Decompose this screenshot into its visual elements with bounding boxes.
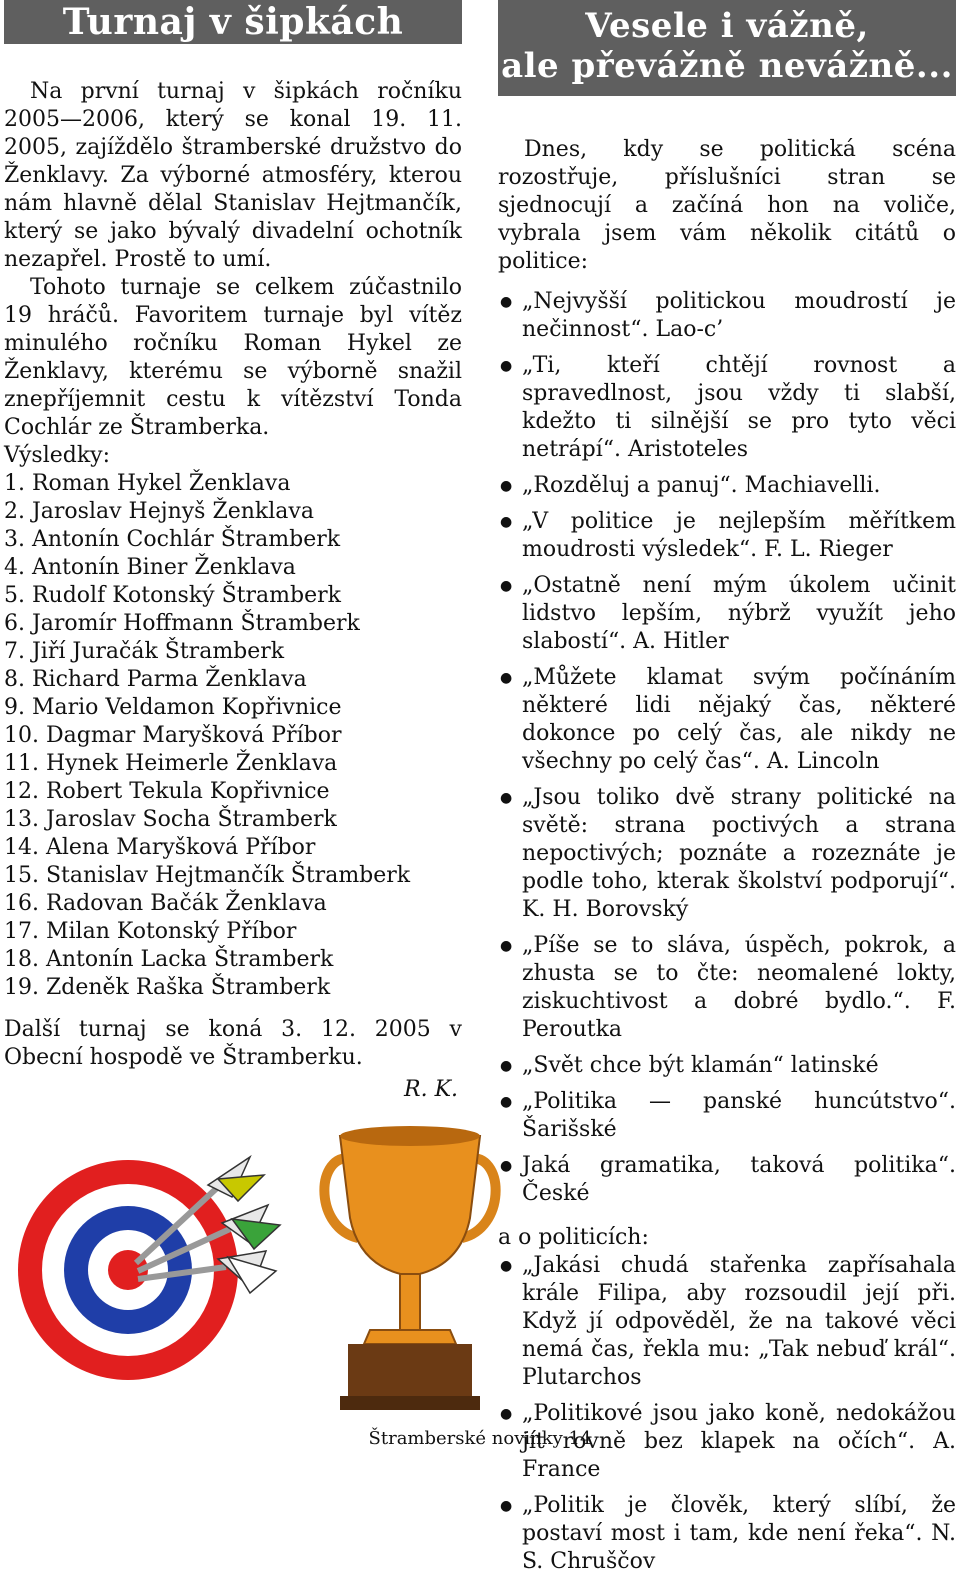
politician-quotes-list: [498, 1252, 956, 1576]
result-item: 14. Alena Maryšková Příbor: [4, 835, 316, 860]
result-item: 10. Dagmar Maryšková Příbor: [4, 723, 342, 748]
trophy-base-top: [364, 1330, 456, 1344]
result-item: 8. Richard Parma Ženklava: [4, 667, 307, 692]
result-item: 1. Roman Hykel Ženklava: [4, 471, 291, 496]
trophy-plinth: [340, 1396, 480, 1410]
next-tournament: Další turnaj se koná 3. 12. 2005 v Obecní hospodě ve Štramberku.: [4, 1017, 462, 1070]
quotes-heading-line1: Vesele i vážně,: [585, 6, 869, 46]
quote-item: ● „Svět chce být klamán“ latinské: [498, 1052, 956, 1080]
result-item: 2. Jaroslav Hejnyš Ženklava: [4, 499, 314, 524]
article-paragraph: Na první turnaj v šipkách ročníku 2005—2006, který se konal 19. 11. 2005, zajíždělo štramberské družstvo do Ženklavy. Za výborné atmosféry, kterou nám hlavně dělal Stanislav Hejtmančík, který se jako bývalý divadelní ochotník nezapřel. Prostě to umí.: [4, 79, 462, 272]
result-item: 13. Jaroslav Socha Štramberk: [4, 807, 337, 832]
page-footer: Štramberské novinky 14: [368, 1428, 592, 1449]
quote-item: ● „Politik je člověk, který slíbí, že postaví most i tam, kde není řeka“. N. S. Chruščov: [498, 1492, 956, 1576]
result-item: 19. Zdeněk Raška Štramberk: [4, 975, 331, 1000]
article-heading: Turnaj v šipkách: [4, 0, 462, 44]
result-item: 11. Hynek Heimerle Ženklava: [4, 751, 338, 776]
quote-item: ● „Můžete klamat svým počínáním některé lidi nějaký čas, některé dokonce po celý čas, ale nikdy ne všechny po celý čas“. A. Lincoln: [498, 664, 956, 776]
quote-item: ● „V politice je nejlepším měřítkem moudrosti výsledek“. F. L. Rieger: [498, 508, 956, 564]
result-item: 4. Antonín Biner Ženklava: [4, 555, 296, 580]
author-signature: R. K.: [404, 1077, 458, 1102]
right-column: [498, 0, 956, 1584]
results-label: Výsledky:: [4, 443, 111, 468]
result-item: 15. Stanislav Hejtmančík Štramberk: [4, 863, 411, 888]
dartboard-icon: [18, 1125, 298, 1415]
quote-item: ● „Píše se to sláva, úspěch, pokrok, a zhusta se to čte: neomalené lokty, ziskuchtivost a dobré bydlo.“. F. Peroutka: [498, 932, 956, 1044]
quotes-heading-line2: ale převážně nevážně...: [501, 46, 953, 86]
results-list: [4, 470, 462, 1002]
quotes-heading: [498, 0, 956, 96]
result-item: 7. Jiří Juračák Štramberk: [4, 639, 285, 664]
result-item: 5. Rudolf Kotonský Štramberk: [4, 583, 341, 608]
result-item: 6. Jaromír Hoffmann Štramberk: [4, 611, 360, 636]
quote-item: ● „Jsou toliko dvě strany politické na světě: strana poctivých a strana nepoctivých; poznáte a rozeznáte je podle toho, kterak školství podporují“. K. H. Borovský: [498, 784, 956, 924]
quote-item: ● „Ostatně není mým úkolem učinit lidstvo lepším, nýbrž využít jeho slabostí“. A. Hitler: [498, 572, 956, 656]
trophy-base: [348, 1344, 472, 1396]
quote-item: ● „Ti, kteří chtějí rovnost a spravedlnost, jsou vždy ti slabší, kdežto ti silnější se pro tyto věci netrápí“. Aristoteles: [498, 352, 956, 464]
quote-item: ● Jaká gramatika, taková politika“. České: [498, 1152, 956, 1208]
article-paragraph: Tohoto turnaje se celkem zúčastnilo 19 hráčů. Favoritem turnaje byl vítěz minulého ročníku Roman Hykel ze Ženklavy, kterému se výborně snažil znepříjemnit cestu k vítězství Tonda Cochlár ze Štramberka.: [4, 275, 462, 440]
result-item: 12. Robert Tekula Kopřivnice: [4, 779, 330, 804]
quote-item: ● „Jakási chudá stařenka zapřísahala krále Filipa, aby rozsoudil její při. Když jí odpověděl, že na takové věci nemá čas, řekla mu: „Tak nebuď král“. Plutarchos: [498, 1252, 956, 1392]
trophy-cup: [340, 1136, 480, 1276]
result-item: 9. Mario Veldamon Kopřivnice: [4, 695, 342, 720]
quotes-intro: Dnes, kdy se politická scéna rozostřuje, příslušníci stran se sjednocují a začíná hon na voliče, vybrala jsem vám několik citátů o politice:: [498, 137, 956, 274]
quotes-list: [498, 288, 956, 1208]
quote-item: ● „Politikové jsou jako koně, nedokážou jít rovně bez klapek na očích“. A. France: [498, 1400, 956, 1484]
trophy-stem: [400, 1274, 420, 1332]
left-column: [4, 0, 462, 1104]
quote-item: ● „Nejvyšší politickou moudrostí je nečinnost“. Lao-c’: [498, 288, 956, 344]
trophy-icon: [310, 1118, 510, 1418]
quote-item: ● „Rozděluj a panuj“. Machiavelli.: [498, 472, 956, 500]
politicians-label: a o politicích:: [498, 1225, 649, 1250]
trophy-rim: [340, 1126, 480, 1146]
result-item: 18. Antonín Lacka Štramberk: [4, 947, 334, 972]
quote-item: ● „Politika — panské huncútstvo“. Šarišské: [498, 1088, 956, 1144]
result-item: 17. Milan Kotonský Příbor: [4, 919, 297, 944]
result-item: 3. Antonín Cochlár Štramberk: [4, 527, 341, 552]
result-item: 16. Radovan Bačák Ženklava: [4, 891, 327, 916]
